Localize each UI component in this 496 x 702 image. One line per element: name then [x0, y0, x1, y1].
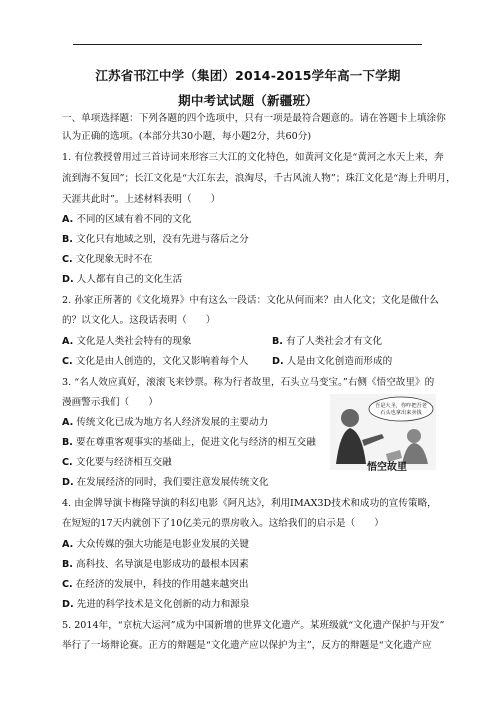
question-1-stem: 1. 有位教授曾用过三首诗词来形容三大江的文化特色，如黄河文化是“黄河之水天上来，奔 [62, 152, 444, 163]
question-1-option [62, 271, 438, 289]
section-intro-line: 认为正确的选项。(本部分共30小题，每小题2分，共60分) [62, 131, 312, 142]
bubble-text: 吾是大圣，你咋把吾老 [375, 403, 427, 409]
option-text: 先进的科学技术是文化创新的动力和源泉 [76, 599, 250, 610]
option-text: 人是由文化创造而形成的 [286, 356, 393, 367]
page-title: 江苏省邗江中学（集团）2014-2015学年高一下学期 [95, 68, 401, 83]
section-intro-line: 一、单项选择题：下列各题的四个选项中，只有一项是最符合题意的。请在答题卡上填涂你 [62, 113, 446, 124]
option-label: D. [62, 477, 74, 488]
option-text: 在经济的发展中，科技的作用越来越突出 [75, 579, 249, 590]
option-label: A. [62, 417, 74, 428]
question-1-stem: 流到海不复回”；长江文化是“大江东去，浪淘尽，千古风流人物”；珠江文化是“海上升明月， [62, 173, 456, 184]
option-text: 文化是人类社会特有的现象 [76, 336, 192, 347]
option-label: A. [62, 539, 74, 550]
question-2-option [272, 333, 442, 351]
page-subtitle: 期中考试试题（新疆班） [178, 93, 318, 108]
question-1-stem: 天涯共此时”。上述材料表明（ ） [62, 194, 221, 205]
question-1-option [62, 251, 438, 269]
question-3-option [62, 474, 438, 492]
option-text: 大众传媒的强大功能是电影业发展的关键 [76, 539, 249, 550]
option-text: 传统文化已成为地方名人经济发展的主要动力 [76, 417, 269, 428]
option-text: 文化现象无时不在 [75, 254, 153, 265]
option-text: 有了人类社会才有文化 [286, 336, 382, 347]
option-label: A. [62, 336, 74, 347]
option-label: D. [62, 274, 74, 285]
figure-head [341, 409, 359, 427]
option-text: 文化只有地域之别，没有先进与落后之分 [76, 234, 249, 245]
question-5-stem: 5. 2014年，“京杭大运河”成为中国新增的世界文化遗产。某班级就“文化遗产保护与开发” [62, 620, 445, 631]
question-1-option [62, 211, 438, 229]
question-2-stem: 的？以文化人。这段话表明（ ） [62, 315, 216, 326]
question-4-option [62, 536, 438, 554]
question-4-stem: 在短短的17天内就创下了10亿美元的票房收入。这给我们的启示是（ ） [62, 518, 384, 529]
question-3-stem: 漫画警示我们（ ） [62, 397, 158, 408]
option-text: 不同的区域有着不同的文化 [76, 214, 192, 225]
option-label: C. [62, 356, 73, 367]
question-4-option [62, 556, 438, 574]
option-label: D. [272, 356, 284, 367]
question-5-stem: 举行了一场辩论赛。正方的辩题是“文化遗产应以保护为主”，反方的辩题是“文化遗产应 [62, 640, 432, 651]
question-2-stem: 2. 孙家正所著的《文化境界》中有这么一段话：文化从何而来？由人化文；文化是做什么 [62, 295, 439, 306]
option-text: 人人都有自己的文化生活 [76, 274, 183, 285]
bubble-text: 石头也拿出来卖钱 [380, 410, 422, 416]
speech-bubble [369, 397, 433, 421]
option-text: 高科技、名导演是电影成功的最根本因素 [76, 559, 249, 570]
option-label: C. [62, 457, 73, 468]
question-2-option [272, 353, 442, 371]
option-label: B. [62, 234, 73, 245]
option-label: B. [62, 559, 73, 570]
monkey-head [407, 429, 421, 443]
cartoon-caption: 悟空故里 [367, 462, 407, 473]
option-label: C. [62, 254, 73, 265]
question-4-stem: 4. 由金牌导演卡梅隆导演的科幻电影《阿凡达》，利用IMAX3D技术和成功的宣传策略， [62, 498, 437, 509]
option-label: B. [272, 336, 283, 347]
header-rule [73, 44, 422, 45]
option-text: 在发展经济的同时，我们要注意发展传统文化 [76, 477, 269, 488]
question-4-option [62, 596, 438, 614]
option-label: B. [62, 437, 73, 448]
question-4-option [62, 576, 438, 594]
option-label: D. [62, 599, 74, 610]
option-label: C. [62, 579, 73, 590]
question-1-option [62, 231, 438, 249]
option-label: A. [62, 214, 74, 225]
option-text: 文化是由人创造的，文化又影响着每个人 [75, 356, 249, 367]
option-text: 要在尊重客观事实的基础上，促进文化与经济的相互交融 [76, 437, 316, 448]
question-3-stem: 3. “名人效应真好，滚滚飞来钞票。称为行者故里，石头立马变宝。”右侧《悟空故里》的 [62, 377, 435, 388]
option-text: 文化要与经济相互交融 [75, 457, 172, 468]
